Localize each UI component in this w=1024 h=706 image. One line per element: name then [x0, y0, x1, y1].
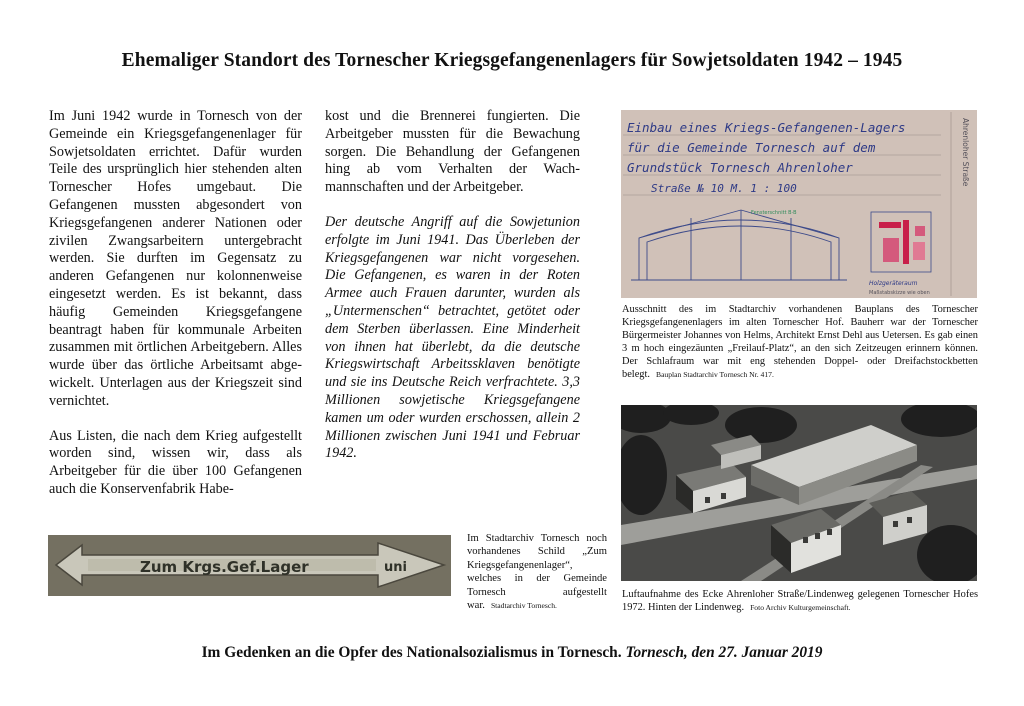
- footer-date-text: Tornesch, den 27. Januar 2019: [625, 644, 823, 661]
- plan-handwriting-line-2: für die Gemeinde Tornesch auf dem: [627, 140, 876, 155]
- plan-scale-label: Maßstabskizze wie oben: [869, 290, 930, 296]
- plan-caption-text: Ausschnitt des im Stadtarchiv vorhandenen Bauplans des Tornescher Kriegsgefangenenlagers im alten Tornescher Hof. Bauherr war der Tornescher Bürgermeister Johannes von Helms, Architekt Ernst Dehl aus Uetersen. Es gab einen 3 m hoch eingezäunten „Freilauf-Platz“, an den sich Zeitzeugen erinnern können. Der Schlafraum war mit eng stehenden Doppel- oder Dreifachstockbetten belegt.: [622, 304, 978, 381]
- plan-caption-credit: Bauplan Stadtarchiv Tornesch Nr. 417.: [656, 370, 774, 380]
- plan-side-text: Ahrenloher Straße: [961, 118, 970, 187]
- middle-paragraph-1: kost und die Brennerei fungierten. Die Arbeitgeber mussten für die Bewachung sorgen. Die Behandlung der Gefangenen hing ab vom Verhalten der Wachmannschaften und der Arbeitgeber.: [325, 108, 580, 196]
- aerial-caption-text: Luftaufnahme des Ecke Ahrenloher Straße/Lindenweg gelegenen Tornescher Hofes 1972. Hinten der Lindenweg.: [622, 589, 978, 614]
- footer-dedication: [0, 644, 1024, 662]
- plan-handwriting-line-3: Grundstück Tornesch Ahrenloher: [627, 160, 853, 175]
- sign-text: Zum Krgs.Gef.Lager: [140, 558, 309, 576]
- middle-text-column: [325, 108, 580, 463]
- aerial-photo: [621, 405, 977, 581]
- plan-handwriting-line-4: Straße № 10 M. 1 : 100: [651, 182, 797, 195]
- left-paragraph-2: Aus Listen, die nach dem Krieg aufgestellt worden sind, wissen wir, dass als Arbeitgeber für die über 100 Gefangenen auch die Konservenfabrik Habe-: [49, 427, 302, 497]
- sign-text-tail: uni: [384, 560, 407, 575]
- left-text-column: [49, 108, 302, 499]
- footer-bold-text: Im Gedenken an die Opfer des Nationalsozialismus in Tornesch.: [201, 644, 622, 661]
- sign-caption-text: Im Stadtarchiv Tornesch noch vorhandenes Schild „Zum Kriegsgefangenenlager“, welches in der Gemeinde Tornesch aufgestellt war.: [467, 533, 607, 612]
- page-title: Ehemaliger Standort des Tornescher Kriegsgefangenenlagers für Sowjetsoldaten 1942 – 1945: [121, 50, 903, 71]
- middle-paragraph-2-italic: Der deutsche Angriff auf die Sowjetunion erfolgte im Juni 1941. Das Überleben der Kriegsgefangenen war nicht vorgesehen. Die Gefangenen, es waren in der Roten Armee auch Frauen darunter, wurden als „Untermenschen“ betrachtet, getötet oder dem Sterben überlassen. Eine Minderheit von ihnen hat überlebt, da die deutsche Kriegswirtschaft Arbeitssklaven benötigte und sie ins Deutsche Reich verfrachtete. 3,3 Millionen sowjetische Kriegsgefangene kamen um oder wurden erschossen, allein 2 Millionen zwischen Juni 1941 und Februar 1942.: [325, 213, 580, 462]
- plan-handwriting-line-1: Einbau eines Kriegs-Gefangenen-Lagers: [627, 120, 906, 135]
- aerial-caption-credit: Foto Archiv Kulturgemeinschaft.: [750, 603, 851, 613]
- plan-caption: [622, 303, 978, 382]
- sign-caption-credit: Stadtarchiv Tornesch.: [490, 601, 557, 611]
- aerial-caption: [622, 588, 978, 614]
- plan-room-label: Holzgeräteraum: [869, 280, 918, 287]
- building-plan-image: [621, 110, 977, 298]
- left-paragraph-1: Im Juni 1942 wurde in Tornesch von der Gemeinde ein Kriegsgefangenenlager für Sowjetsoldaten errichtet. Dafür wurden Teile des ursprünglich hier stehenden alten Tornescher Hofes umgebaut. Die Gefangenen mussten abgesondert von Kriegsgefangenen anderer Nationen oder zivilen Zwangsarbeitern untergebracht werden. Sie durften im Gegensatz zu anderen Gefangenen nur kolonnenweise eingesetzt werden. Es ist bekannt, dass häufig Gemeinden Kriegsgefangene beantragt haben für kommunale Arbeiten zusammen mit örtlichen Arbeitgebern. Alles wurde über das örtliche Arbeitsamt abgewickelt. Unterlagen aus der Kriegszeit sind vernichtet.: [49, 108, 302, 409]
- plan-section-label: Fensterschnitt B·B: [751, 210, 797, 216]
- sign-caption: [467, 532, 607, 612]
- sign-photo: [48, 535, 451, 596]
